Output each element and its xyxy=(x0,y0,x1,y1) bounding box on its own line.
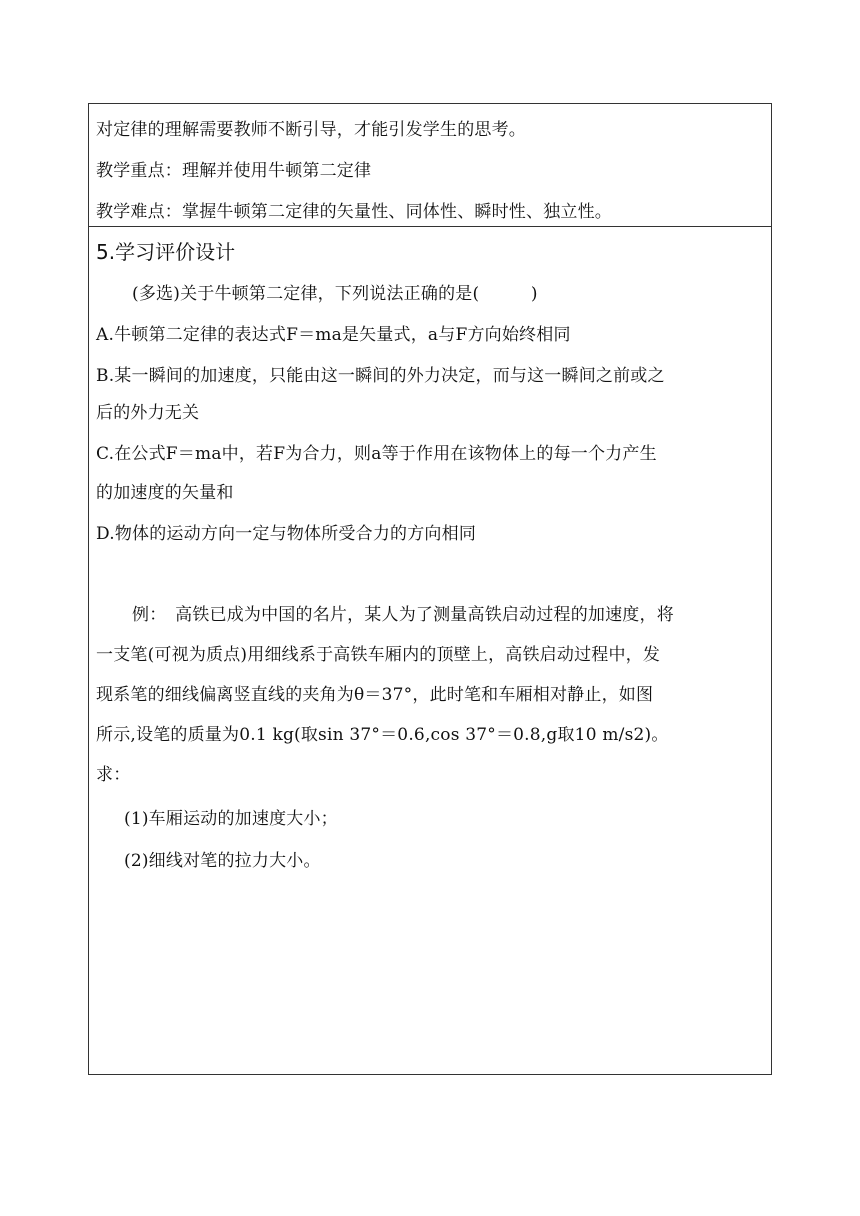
option-b-line-1: B.某一瞬间的加速度，只能由这一瞬间的外力决定，而与这一瞬间之前或之 xyxy=(96,366,665,386)
teaching-focus-line: 教学重点：理解并使用牛顿第二定律 xyxy=(96,161,372,181)
example-line-5: 求： xyxy=(96,765,131,785)
sub-question-1: (1)车厢运动的加速度大小； xyxy=(124,809,338,829)
sub-question-2: (2)细线对笔的拉力大小。 xyxy=(124,851,321,871)
example-line-1: 例： 高铁已成为中国的名片，某人为了测量高铁启动过程的加速度，将 xyxy=(132,605,674,625)
top-text-line-1: 对定律的理解需要教师不断引导，才能引发学生的思考。 xyxy=(96,120,526,140)
option-a: A.牛顿第二定律的表达式F＝ma是矢量式，a与F方向始终相同 xyxy=(96,325,571,345)
question-stem: (多选)关于牛顿第二定律，下列说法正确的是( ) xyxy=(132,284,538,304)
option-b-line-2: 后的外力无关 xyxy=(96,403,200,423)
example-line-3: 现系笔的细线偏离竖直线的夹角为θ＝37°，此时笔和车厢相对静止，如图 xyxy=(96,685,654,705)
section-heading: 5.学习评价设计 xyxy=(96,240,236,264)
option-c-line-2: 的加速度的矢量和 xyxy=(96,483,234,503)
example-line-2: 一支笔(可视为质点)用细线系于高铁车厢内的顶壁上，高铁启动过程中，发 xyxy=(96,645,661,665)
option-d: D.物体的运动方向一定与物体所受合力的方向相同 xyxy=(96,524,477,544)
option-c-line-1: C.在公式F＝ma中，若F为合力，则a等于作用在该物体上的每一个力产生 xyxy=(96,444,657,464)
teaching-difficulty-line: 教学难点：掌握牛顿第二定律的矢量性、同体性、瞬时性、独立性。 xyxy=(96,202,612,222)
row-divider xyxy=(88,226,772,227)
example-line-4: 所示,设笔的质量为0.1 kg(取sin 37°＝0.6,cos 37°＝0.8,g取10 m/s2)。 xyxy=(96,725,669,745)
